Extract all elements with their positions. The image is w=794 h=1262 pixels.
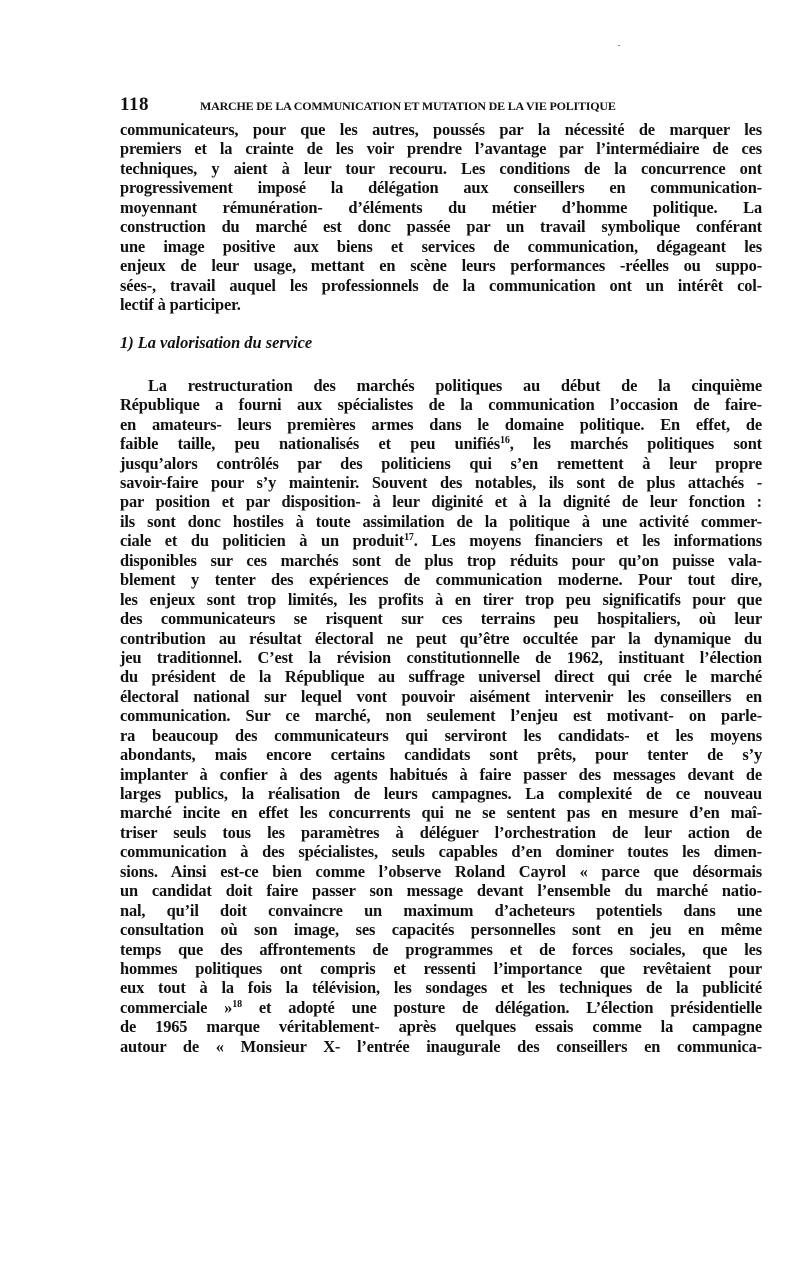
text-line: blement y tenter des expériences de communication moderne. Pour tout dire, [120, 570, 762, 590]
text-line: techniques, y aient à leur tour recouru. Les conditions de la concurrence ont [120, 158, 762, 178]
scan-speck [618, 45, 620, 46]
text-line: contribution au résultat électoral ne peut qu’être occultée par la dynamique du [120, 628, 762, 648]
text-line: communicateurs, pour que les autres, poussés par la nécessité de marquer les [120, 120, 762, 139]
text-line: construction du marché est donc passée par un travail symbolique conférant [120, 217, 762, 237]
text-segment: faible taille, peu nationalisés et peu unifiés [120, 434, 501, 454]
text-line: jeu traditionnel. C’est la révision constitutionnelle de 1962, instituant l’élection [120, 647, 762, 667]
text-line: sions. Ainsi est-ce bien comme l’observe Roland Cayrol « parce que désormais [120, 861, 762, 881]
text-line [120, 998, 762, 1017]
text-line: électoral national sur lequel vont pouvoir aisément intervenir les conseillers en [120, 686, 762, 706]
running-title: MARCHE DE LA COMMUNICATION ET MUTATION DE LA VIE POLITIQUE [200, 99, 616, 113]
text-segment: , les marchés politiques sont [509, 434, 762, 454]
running-header [120, 94, 762, 116]
text-line: lectif à participer. [120, 294, 241, 314]
text-line: de 1965 marque véritablement- après quelques essais comme la campagne [120, 1017, 762, 1037]
text-line: communication à des spécialistes, seuls capables d’en dominer toutes les dimen- [120, 842, 762, 862]
footnote-reference[interactable]: 16 [500, 435, 510, 447]
text-segment: . Les moyens financiers et les informations [413, 531, 763, 551]
text-line: savoir-faire pour s’y maintenir. Souvent des notables, ils sont de plus attachés - [120, 473, 762, 493]
text-line: communication. Sur ce marché, non seulement l’enjeu est motivant- on parle- [120, 706, 762, 726]
text-line: sées-, travail auquel les professionnels de la communication ont un intérêt col- [120, 275, 762, 295]
text-line [120, 531, 762, 550]
text-line: par position et par disposition- à leur diginité et à la dignité de leur fonction : [120, 492, 762, 512]
text-line: progressivement imposé la délégation aux conseillers en communication- [120, 178, 762, 198]
text-segment: et adopté une posture de délégation. L’élection présidentielle [241, 997, 762, 1017]
text-segment: ciale et du politicien à un produit [120, 531, 405, 551]
text-line: les enjeux sont trop limités, les profits à en tirer trop peu significatifs pour que [120, 589, 762, 609]
text-line: une image positive aux biens et services de communication, dégageant les [120, 236, 762, 256]
page-number: 118 [120, 94, 149, 115]
text-line: eux tout à la fois la télévision, les sondages et les techniques de la publicité [120, 978, 762, 998]
text-line: premiers et la crainte de les voir prendre l’avantage par l’intermédiaire de ces [120, 139, 762, 159]
text-line: moyennant rémunération- d’éléments du métier d’homme politique. La [120, 197, 762, 217]
paragraph-restructuration [120, 376, 762, 1056]
text-line: République a fourni aux spécialistes de la communication l’occasion de faire- [120, 395, 762, 415]
text-line: jusqu’alors contrôlés par des politiciens qui s’en remettent à leur propre [120, 453, 762, 473]
text-segment: commerciale » [120, 997, 233, 1017]
paragraph-continuation [120, 120, 762, 314]
text-line: temps que des affrontements de programmes et de forces sociales, que les [120, 939, 762, 959]
footnote-reference[interactable]: 17 [404, 532, 414, 544]
text-line: larges publics, la réalisation de leurs campagnes. La complexité de ce nouveau [120, 784, 762, 804]
text-line: des communicateurs se risquent sur ces terrains peu hospitaliers, où leur [120, 609, 762, 629]
text-line: La restructuration des marchés politiques au début de la cinquième [148, 375, 762, 395]
book-page [120, 94, 762, 1056]
text-line: abondants, mais encore certains candidats sont prêts, pour tenter de s’y [120, 745, 762, 765]
footnote-reference[interactable]: 18 [232, 998, 242, 1010]
text-line: un candidat doit faire passer son message devant l’ensemble du marché natio- [120, 881, 762, 901]
text-line: autour de « Monsieur X- l’entrée inaugurale des conseillers en communica- [120, 1036, 762, 1056]
text-line: implanter à confier à des agents habitués à faire passer des messages devant de [120, 764, 762, 784]
text-line: enjeux de leur usage, mettant en scène leurs performances -réelles ou suppo- [120, 256, 762, 276]
text-line: consultation où son image, ses capacités personnelles sont en jeu en même [120, 920, 762, 940]
text-line: triser seuls tous les paramètres à déléguer l’orchestration de leur action de [120, 822, 762, 842]
text-line: en amateurs- leurs premières armes dans le domaine politique. En effet, de [120, 414, 762, 434]
text-line: ils sont donc hostiles à toute assimilation de la politique à une activité commer- [120, 511, 762, 531]
text-line: hommes politiques ont compris et ressenti l’importance que revêtaient pour [120, 958, 762, 978]
text-line: disponibles sur ces marchés sont de plus trop réduits pour qu’on puisse vala- [120, 550, 762, 570]
text-line [120, 434, 762, 453]
text-line: ra beaucoup des communicateurs qui serviront les candidats- et les moyens [120, 725, 762, 745]
text-line: du président de la République au suffrage universel direct qui crée le marché [120, 667, 762, 687]
text-line: nal, qu’il doit convaincre un maximum d’acheteurs potentiels dans une [120, 900, 762, 920]
text-line: marché incite en effet les concurrents qui ne se sentent pas en mesure d’en maî- [120, 803, 762, 823]
section-heading: 1) La valorisation du service [120, 333, 313, 353]
